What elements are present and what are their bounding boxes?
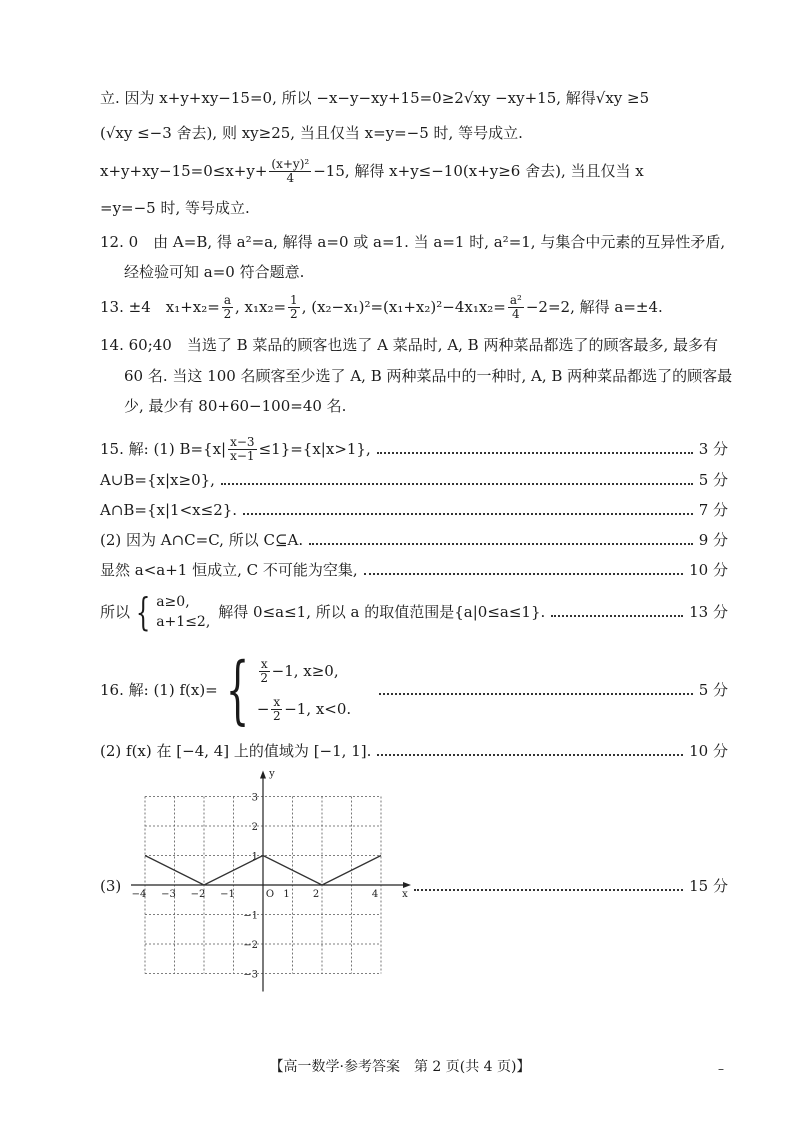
tick-labels (132, 769, 409, 981)
y-tick-label: −3 (243, 969, 258, 981)
leader-dots (414, 889, 683, 891)
answer-14-line-1: 14. 60;40 当选了 B 菜品的顾客也选了 A 菜品时, A, B 两种菜品都选了的顾客最多, 最多有 (100, 336, 719, 354)
leader-dots (309, 543, 693, 545)
fraction-numerator: x (273, 694, 281, 709)
fraction-numerator: a² (509, 292, 522, 307)
left-brace-icon: { (135, 590, 151, 634)
leader-dots (377, 754, 683, 756)
answer-15-part-2: (2) 因为 A∩C=C, 所以 C⊆A. (100, 531, 304, 549)
y-tick-label: −2 (243, 940, 258, 951)
fraction-a2-over-4 (508, 294, 524, 321)
y-axis-label: y (269, 768, 275, 780)
y-tick-label: 2 (251, 822, 258, 833)
x-tick-label: −3 (161, 889, 176, 900)
answer-16-part-3-label: (3) (100, 877, 122, 895)
x-tick-label: 1 (283, 889, 290, 900)
fraction-denominator: 4 (512, 306, 520, 321)
fraction-numerator: (x+y)² (271, 156, 310, 171)
answer-13 (100, 290, 663, 324)
fraction-denominator: 2 (223, 306, 232, 321)
answer-15-range: 解得 0≤a≤1, 所以 a 的取值范围是{a|0≤a≤1}. (218, 603, 546, 621)
fraction-numerator: a (223, 292, 231, 307)
grid-lines (145, 797, 381, 974)
fraction-numerator: 1 (290, 292, 298, 307)
answer-14-line-3: 少, 最少有 80+60−100=40 名. (124, 397, 347, 415)
score-label: 5 分 (698, 681, 728, 699)
fraction-denominator: 4 (286, 170, 295, 185)
leader-dots (551, 615, 683, 617)
fraction-numerator: x (260, 656, 268, 671)
answer-15-row-5 (100, 560, 728, 580)
x-tick-label: −4 (131, 889, 147, 900)
case-1-condition: −1, x≥0, (271, 662, 339, 680)
fraction-1-over-2 (288, 294, 300, 321)
answer-12-line-2: 经检验可知 a=0 符合题意. (124, 263, 305, 281)
inequality-system (156, 592, 210, 632)
score-label: 10 分 (689, 561, 728, 579)
answer-15-row-1 (100, 432, 728, 466)
answer-16-function: 16. 解: (1) f(x)= (100, 681, 218, 699)
y-tick-label: −1 (243, 910, 258, 922)
solution-line-1: 立. 因为 x+y+xy−15=0, 所以 −x−y−xy+15=0≥2√xy −xy+15, 解得√xy ≥5 (100, 89, 650, 107)
answer-15-intersection: A∩B={x|1<x≤2}. (100, 501, 238, 519)
solution-line-3-tail: −15, 解得 x+y≤−10(x+y≥6 舍去), 当且仅当 x (313, 162, 644, 180)
answer-13-identity: , (x₂−x₁)²=(x₁+x₂)²−4x₁x₂= (301, 298, 506, 316)
fraction-denominator: x−1 (230, 448, 255, 463)
score-label: 13 分 (689, 603, 728, 621)
leader-dots (243, 513, 693, 515)
answer-13-product: , x₁x₂= (234, 298, 287, 316)
case-2-condition: −1, x<0. (284, 700, 352, 718)
fraction-sum-square (269, 158, 311, 185)
answer-15-set-b: 15. 解: (1) B={x| (100, 440, 227, 458)
fraction-denominator: 2 (260, 670, 269, 685)
solution-line-4: =y=−5 时, 等号成立. (100, 199, 250, 217)
answer-14-line-2: 60 名. 当这 100 名顾客至少选了 A, B 两种菜品中的一种时, A, B 两种菜品都选了的顾客最 (124, 367, 733, 385)
answer-15-therefore: 所以 (100, 603, 131, 621)
score-label: 5 分 (698, 471, 728, 489)
leader-dots (364, 573, 683, 575)
page-footer: 【高一数学·参考答案 第 2 页(共 4 页)】 (269, 1059, 531, 1075)
answer-15-union: A∪B={x|x≥0}, (100, 471, 215, 489)
fraction-x-over-2 (259, 658, 270, 685)
piecewise-case-1 (257, 652, 369, 690)
answer-15-row-3 (100, 500, 728, 520)
minus-sign: − (256, 700, 270, 718)
score-label: 3 分 (698, 440, 728, 458)
answer-15-row-6 (100, 590, 728, 634)
solution-line-2: (√xy ≤−3 舍去), 则 xy≥25, 当且仅当 x=y=−5 时, 等号成立. (100, 124, 523, 142)
inequality-2: a+1≤2, (156, 614, 211, 630)
leader-dots (379, 693, 693, 695)
x-tick-label: 2 (312, 889, 320, 900)
solution-line-3-head: x+y+xy−15=0≤x+y+ (100, 162, 268, 180)
axes (131, 768, 411, 992)
answer-15-set-b-result: ≤1}={x|x>1}, (258, 440, 371, 458)
function-curve (145, 856, 381, 886)
solution-line-3 (100, 154, 644, 188)
fraction-numerator: x−3 (230, 434, 255, 449)
answer-13-tail: −2=2, 解得 a=±4. (525, 298, 663, 316)
answer-15-row-2 (100, 470, 728, 490)
x-tick-label: −2 (190, 889, 206, 900)
score-label: 10 分 (689, 742, 728, 760)
answer-15-nonempty: 显然 a<a+1 恒成立, C 不可能为空集, (100, 561, 358, 579)
piecewise-cases (257, 652, 369, 728)
fraction-x-over-2 (271, 696, 282, 723)
fraction-x-minus-3-over-x-minus-1 (228, 436, 256, 463)
score-label: 15 分 (689, 877, 728, 895)
piecewise-case-2 (257, 690, 369, 728)
answer-13-head: 13. ±4 x₁+x₂= (100, 298, 220, 316)
leader-dots (221, 483, 693, 485)
answer-16-row-1 (100, 647, 728, 733)
fraction-denominator: 2 (290, 306, 298, 321)
score-label: 7 分 (698, 501, 728, 519)
score-label: 9 分 (698, 531, 728, 549)
origin-label: O (265, 889, 275, 900)
answer-16-row-3-score (408, 876, 728, 896)
y-tick-label: 3 (251, 792, 258, 804)
inequality-1: a≥0, (156, 594, 190, 610)
answer-16-row-2 (100, 741, 728, 761)
x-tick-label: 4 (371, 889, 379, 900)
answer-16-range: (2) f(x) 在 [−4, 4] 上的值域为 [−1, 1]. (100, 742, 372, 760)
x-axis-label: x (402, 889, 408, 900)
answer-12-line-1: 12. 0 由 A=B, 得 a²=a, 解得 a=0 或 a=1. 当 a=1 时, a²=1, 与集合中元素的互异性矛盾, (100, 233, 726, 251)
y-tick-label: 1 (251, 851, 258, 863)
leader-dots (377, 452, 693, 454)
corner-mark: – (718, 1062, 724, 1076)
left-brace-icon: { (225, 647, 250, 733)
y-axis-arrow-icon (260, 771, 266, 779)
fraction-denominator: 2 (272, 708, 281, 723)
x-tick-label: −1 (220, 889, 235, 900)
answer-15-row-4 (100, 530, 728, 550)
fraction-a-over-2 (222, 294, 233, 321)
